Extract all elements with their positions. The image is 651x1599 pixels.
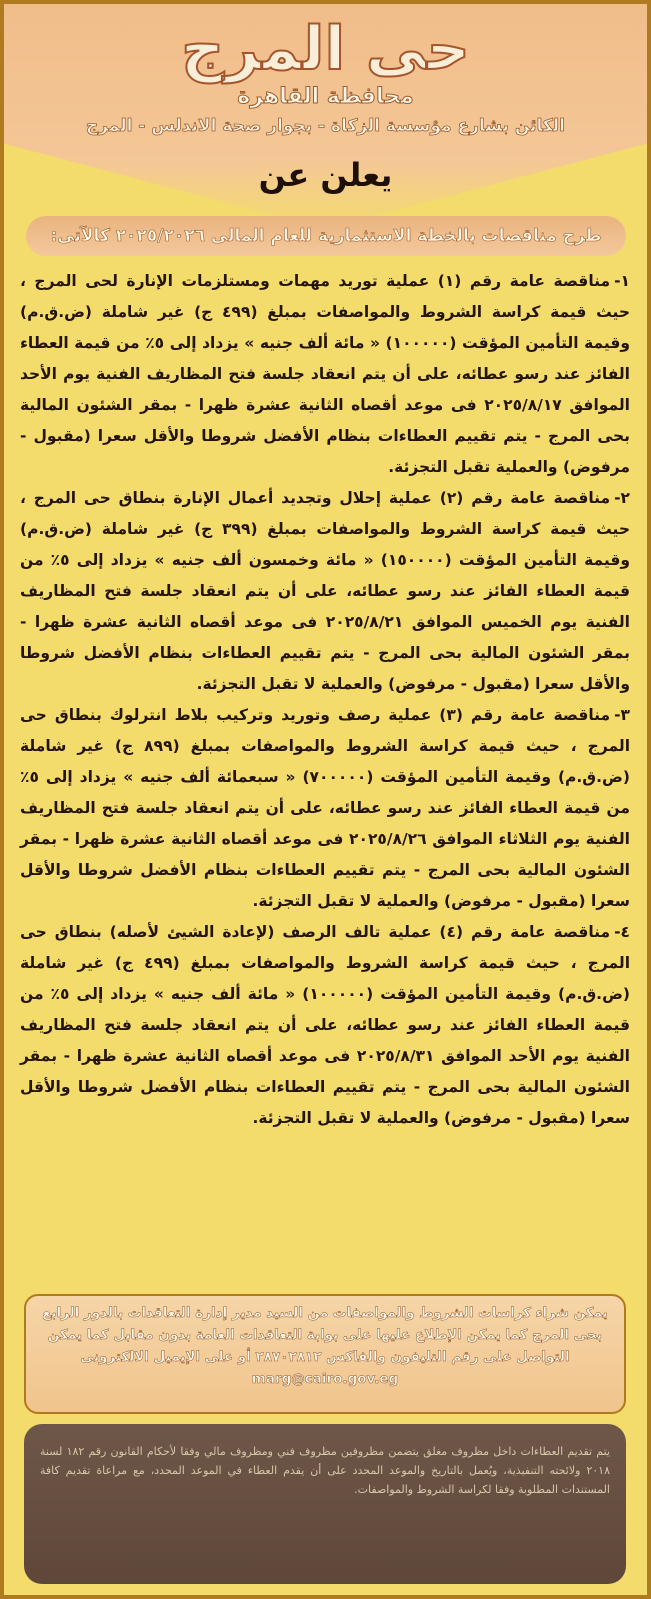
tender-text: مناقصة عامة رقم (١) عملية توريد مهمات ومستلزمات الإنارة لحى المرج ، حيث قيمة كراسة الشروط والمواصفات بمبلغ (٤٩٩ ج) غير شاملة (ض.ق.م) وقيمة التأمين المؤقت (١٠٠٠٠٠) « مائة ألف جنيه » يزداد إلى ٥٪ من قيمة العطاء الفائز عند رسو عطائه، على أن يتم انعقاد جلسة فتح المظاريف الفنية يوم الأحد الموافق ٢٠٢٥/٨/١٧ فى موعد أقصاه الثانية عشرة ظهرا - بمقر الشئون المالية بحى المرج - يتم تقييم العطاءات بنظام الأفضل شروطا والأقل سعرا (مقبول - مرفوض) والعملية تقبل التجزئة.: [20, 272, 631, 476]
district-title: حى المرج: [181, 14, 470, 84]
subject-bar: طرح مناقصات بالخطة الاستثمارية للعام المالى ٢٠٢٥/٢٠٢٦ كالآتى:: [26, 216, 626, 256]
footer-notice: يتم تقديم العطاءات داخل مظروف مغلق يتضمن مظروفين مظروف فني ومظروف مالي وفقا لأحكام القانون رقم ١٨٢ لسنة ٢٠١٨ ولائحته التنفيذية، ويُعمل بالتاريخ والموعد المحدد على أن يقدم العطاء في الموعد المحدد، مع مراعاة تقديم كافة المستندات المطلوبة وفقا لكراسة الشروط والمواصفات.: [24, 1424, 626, 1584]
tender-number: ١-: [614, 272, 630, 290]
tender-number: ٣-: [614, 706, 631, 724]
tender-item: [20, 700, 630, 917]
contact-box: [24, 1294, 626, 1414]
tender-number: ٤-: [614, 923, 630, 941]
tender-item: [20, 917, 630, 1134]
tender-text: مناقصة عامة رقم (٤) عملية تالف الرصف (لإعادة الشيئ لأصله) بنطاق حى المرج ، حيث قيمة كراسة الشروط والمواصفات بمبلغ (٤٩٩ ج) غير شاملة (ض.ق.م) وقيمة التأمين المؤقت (١٠٠٠٠٠) « مائة ألف جنيه » يزداد إلى ٥٪ من قيمة العطاء الفائز عند رسو عطائه، على أن يتم انعقاد جلسة فتح المظاريف الفنية يوم الأحد الموافق ٢٠٢٥/٨/٣١ فى موعد أقصاه الثانية عشرة ظهرا - بمقر الشئون المالية بحى المرج - يتم تقييم العطاءات بنظام الأفضل شروطا والأقل سعرا (مقبول - مرفوض) والعملية لا تقبل التجزئة.: [20, 923, 631, 1127]
contact-email[interactable]: marg@cairo.gov.eg: [251, 1371, 399, 1387]
district-address: الكائن بشارع مؤسسة الزكاة - بجوار صحة الاندلس - المرج: [85, 116, 566, 136]
tender-item: [20, 266, 630, 483]
tender-number: ٢-: [614, 489, 630, 507]
announce-heading: يعلن عن: [258, 156, 393, 194]
tender-list: [20, 266, 630, 1134]
governorate-name: محافظة القاهرة: [237, 84, 414, 109]
tender-text: مناقصة عامة رقم (٢) عملية إحلال وتجديد أعمال الإنارة بنطاق حى المرج ، حيث قيمة كراسة الشروط والمواصفات بمبلغ (٣٩٩ ج) غير شاملة (ض.ق.م) وقيمة التأمين المؤقت (١٥٠٠٠٠) « مائة وخمسون ألف جنيه » يزداد إلى ٥٪ من قيمة العطاء الفائز عند رسو عطائه، على أن يتم انعقاد جلسة فتح المظاريف الفنية يوم الخميس الموافق ٢٠٢٥/٨/٢١ فى موعد أقصاه الثانية عشرة ظهرا - بمقر الشئون المالية بحى المرج - يتم تقييم العطاءات بنظام الأفضل شروطا والأقل سعرا (مقبول - مرفوض) والعملية لا تقبل التجزئة.: [20, 489, 631, 693]
contact-text: يمكن شراء كراسات الشروط والمواصفات من السيد مدير إدارة التعاقدات بالدور الرابع بحى المرج كما يمكن الإطلاع عليها على بوابة التعاقدات العامة بدون مقابل كما يمكن التواصل على رقم التليفون والفاكس ٢٨٧٠٢٨١٢ أو على الإيميل الالكترونى: [42, 1305, 608, 1365]
tender-text: مناقصة عامة رقم (٣) عملية رصف وتوريد وتركيب بلاط انترلوك بنطاق حى المرج ، حيث قيمة كراسة الشروط والمواصفات بمبلغ (٨٩٩ ج) غير شاملة (ض.ق.م) وقيمة التأمين المؤقت (٧٠٠٠٠٠) « سبعمائة ألف جنيه » يزداد إلى ٥٪ من قيمة العطاء الفائز عند رسو عطائه، على أن يتم انعقاد جلسة فتح المظاريف الفنية يوم الثلاثاء الموافق ٢٠٢٥/٨/٢٦ فى موعد أقصاه الثانية عشرة ظهرا - بمقر الشئون المالية بحى المرج - يتم تقييم العطاءات بنظام الأفضل شروطا والأقل سعرا (مقبول - مرفوض) والعملية لا تقبل التجزئة.: [20, 706, 631, 910]
tender-item: [20, 483, 630, 700]
